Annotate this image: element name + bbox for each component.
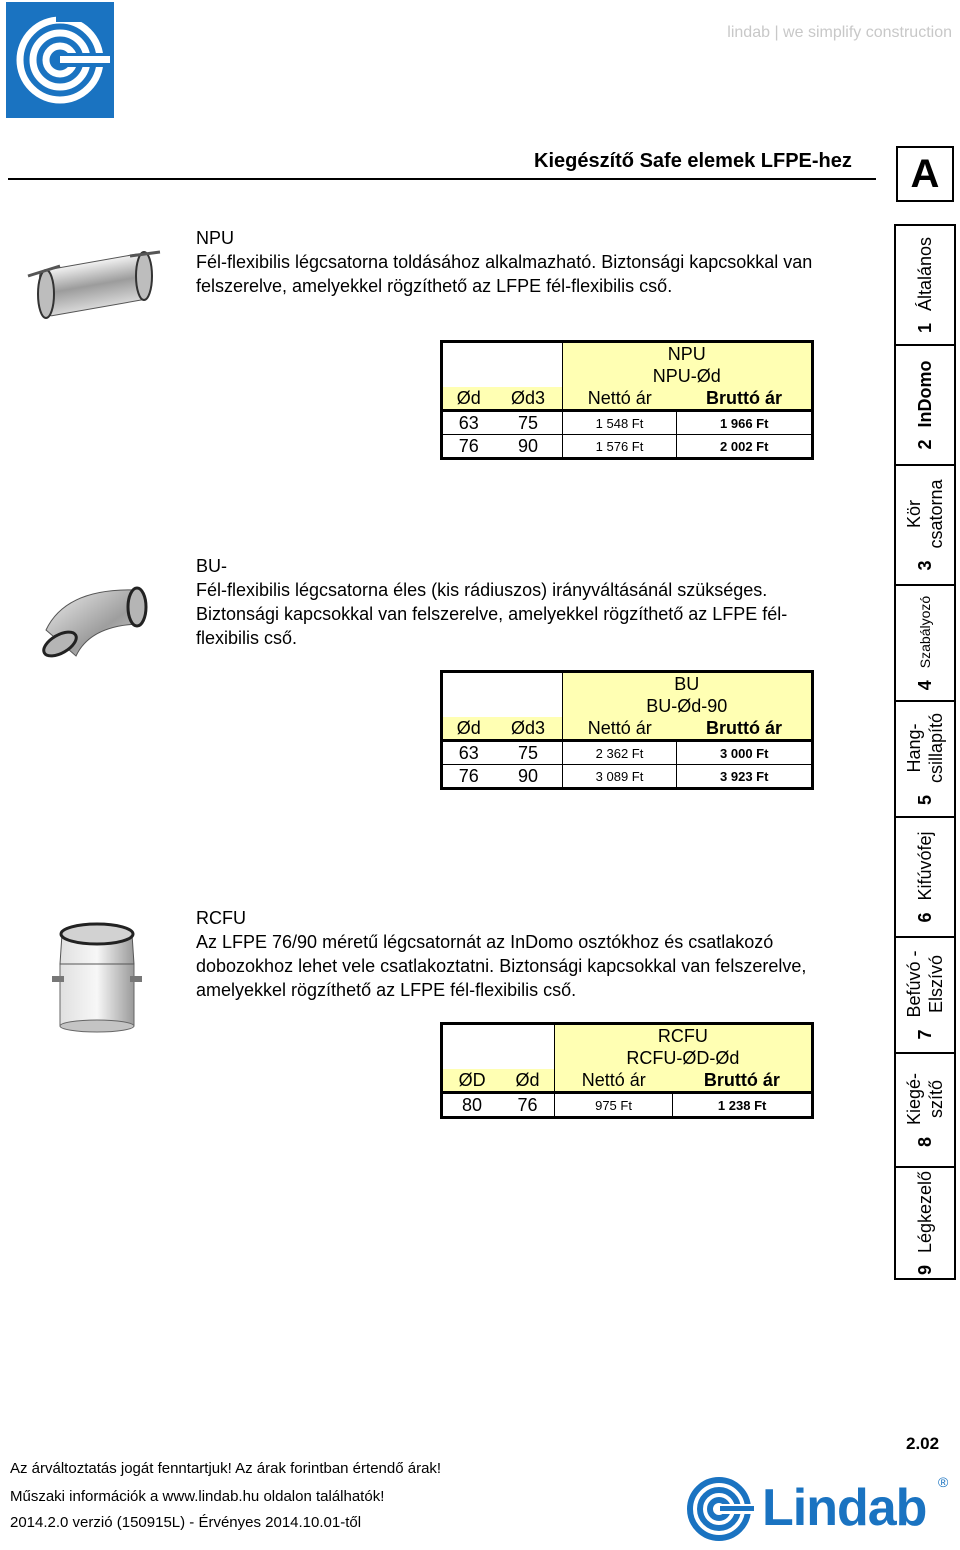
table-product-name: RCFU [554,1024,812,1048]
tab-label: InDomo [915,360,935,428]
footer-info-note: Műszaki információk a www.lindab.hu oldalon találhatók! [10,1488,385,1505]
table-cell: 75 [495,411,562,435]
table-cell: 63 [442,741,495,765]
table-cell-gross: 2 002 Ft [677,435,813,459]
col-header-net: Nettó ár [554,1069,673,1093]
col-header-d: Ød [442,387,495,411]
tab-label: Általános [915,236,935,312]
table-product-code: NPU-Ød [562,365,812,387]
rcfu-description-block [196,906,836,1002]
table-cell: 75 [495,741,562,765]
col-header-d3: Ød3 [495,717,562,741]
table-cell: 63 [442,411,495,435]
tab-number: 4 [914,680,935,691]
registered-mark: ® [938,1474,949,1490]
col-header-D: ØD [442,1069,502,1093]
footer-price-note: Az árváltoztatás jogát fenntartjuk! Az árak forintban értendő árak! [10,1460,442,1477]
tab-label: Befúvó - Elszívó [904,950,946,1018]
col-header-d: Ød [501,1069,554,1093]
lindab-wordmark: Lindab [762,1479,927,1537]
lindab-footer-logo [684,1474,956,1544]
table-cell-gross: 1 238 Ft [673,1093,813,1118]
tab-number: 7 [914,1029,935,1040]
footer-version: 2014.2.0 verzió (150915L) - Érvényes 2014.10.01-től [10,1514,362,1531]
col-header-net: Nettó ár [562,717,677,741]
tab-indomo[interactable] [896,346,954,466]
rcfu-title: RCFU [196,908,246,928]
page-title: Kiegészítő Safe elemek LFPE-hez [534,150,852,172]
chapter-tabs [894,224,956,1280]
bu-bend-image [26,568,166,668]
title-divider [8,178,876,180]
tab-number: 3 [914,560,935,571]
tab-number: 2 [914,439,935,450]
tab-label: Kiegé- szítő [904,1072,946,1126]
rcfu-price-table [440,1022,814,1119]
table-cell-gross: 3 000 Ft [677,741,813,765]
tab-kiegeszito[interactable] [896,1054,954,1168]
tab-number: 1 [914,323,935,334]
col-header-gross: Bruttó ár [677,387,813,411]
tab-number: 9 [914,1265,935,1276]
table-cell-net: 975 Ft [554,1093,673,1118]
tab-altalanos[interactable] [896,226,954,346]
npu-coupling-image [20,236,170,336]
tab-number: 8 [914,1137,935,1148]
table-cell-net: 1 576 Ft [562,435,677,459]
table-product-code: BU-Ød-90 [562,695,812,717]
table-product-code: RCFU-ØD-Ød [554,1047,812,1069]
table-cell: 76 [501,1093,554,1118]
npu-title: NPU [196,228,235,248]
table-cell-net: 2 362 Ft [562,741,677,765]
tab-hangcsillapito[interactable] [896,702,954,818]
table-cell: 76 [442,765,495,789]
tab-befuvo-elszivo[interactable] [896,938,954,1054]
npu-price-table [440,340,814,460]
tab-szabalyozo[interactable] [896,586,954,702]
table-product-name: BU [562,672,812,696]
bu-description-block [196,554,836,650]
npu-description: Fél-flexibilis légcsatorna toldásához alkalmazható. Biztonsági kapcsokkal van felszerelve, amelyekkel rögzíthető az LFPE fél-flexibilis cső. [196,252,813,296]
section-letter: A [896,146,954,202]
col-header-net: Nettó ár [562,387,677,411]
npu-description-block [196,226,836,298]
tab-label: Hang- csillapító [904,712,946,784]
tab-label: Szabályozó [917,595,933,669]
lindab-emblem-icon [684,1474,758,1544]
tagline: lindab | we simplify construction [727,24,952,41]
table-cell: 76 [442,435,495,459]
tab-label: Kör csatorna [904,479,946,549]
tab-kifuvofej[interactable] [896,818,954,938]
bu-price-table [440,670,814,790]
table-product-name: NPU [562,342,812,366]
col-header-gross: Bruttó ár [673,1069,813,1093]
table-cell: 90 [495,435,562,459]
lindab-emblem-logo [6,2,114,118]
bu-description: Fél-flexibilis légcsatorna éles (kis rádiuszos) irányváltásánál szükséges. Biztonsági kapcsokkal van felszerelve, amelyekkel rögzíthető az LFPE fél-flexibilis cső. [196,580,788,648]
tab-label: Légkezelő [915,1170,935,1254]
col-header-gross: Bruttó ár [677,717,813,741]
tab-legkezelo[interactable] [896,1168,954,1278]
table-cell: 80 [442,1093,502,1118]
table-cell: 90 [495,765,562,789]
rcfu-adapter-image [48,914,148,1034]
tab-number: 5 [914,795,935,806]
lindab-emblem-icon [6,2,114,118]
tab-label: Kifúvófej [915,831,935,901]
table-cell-gross: 1 966 Ft [677,411,813,435]
table-cell-net: 3 089 Ft [562,765,677,789]
col-header-d: Ød [442,717,495,741]
bu-title: BU- [196,556,227,576]
tab-number: 6 [914,912,935,923]
table-cell-net: 1 548 Ft [562,411,677,435]
col-header-d3: Ød3 [495,387,562,411]
tab-kor-csatorna[interactable] [896,466,954,586]
rcfu-description: Az LFPE 76/90 méretű légcsatornát az InDomo osztókhoz és csatlakozó dobozokhoz lehet vele csatlakoztatni. Biztonsági kapcsokkal van felszerelve, amelyekkel rögzíthető az LFPE fél-flexibilis cső. [196,932,807,1000]
page-number: 2.02 [906,1434,940,1453]
table-cell-gross: 3 923 Ft [677,765,813,789]
